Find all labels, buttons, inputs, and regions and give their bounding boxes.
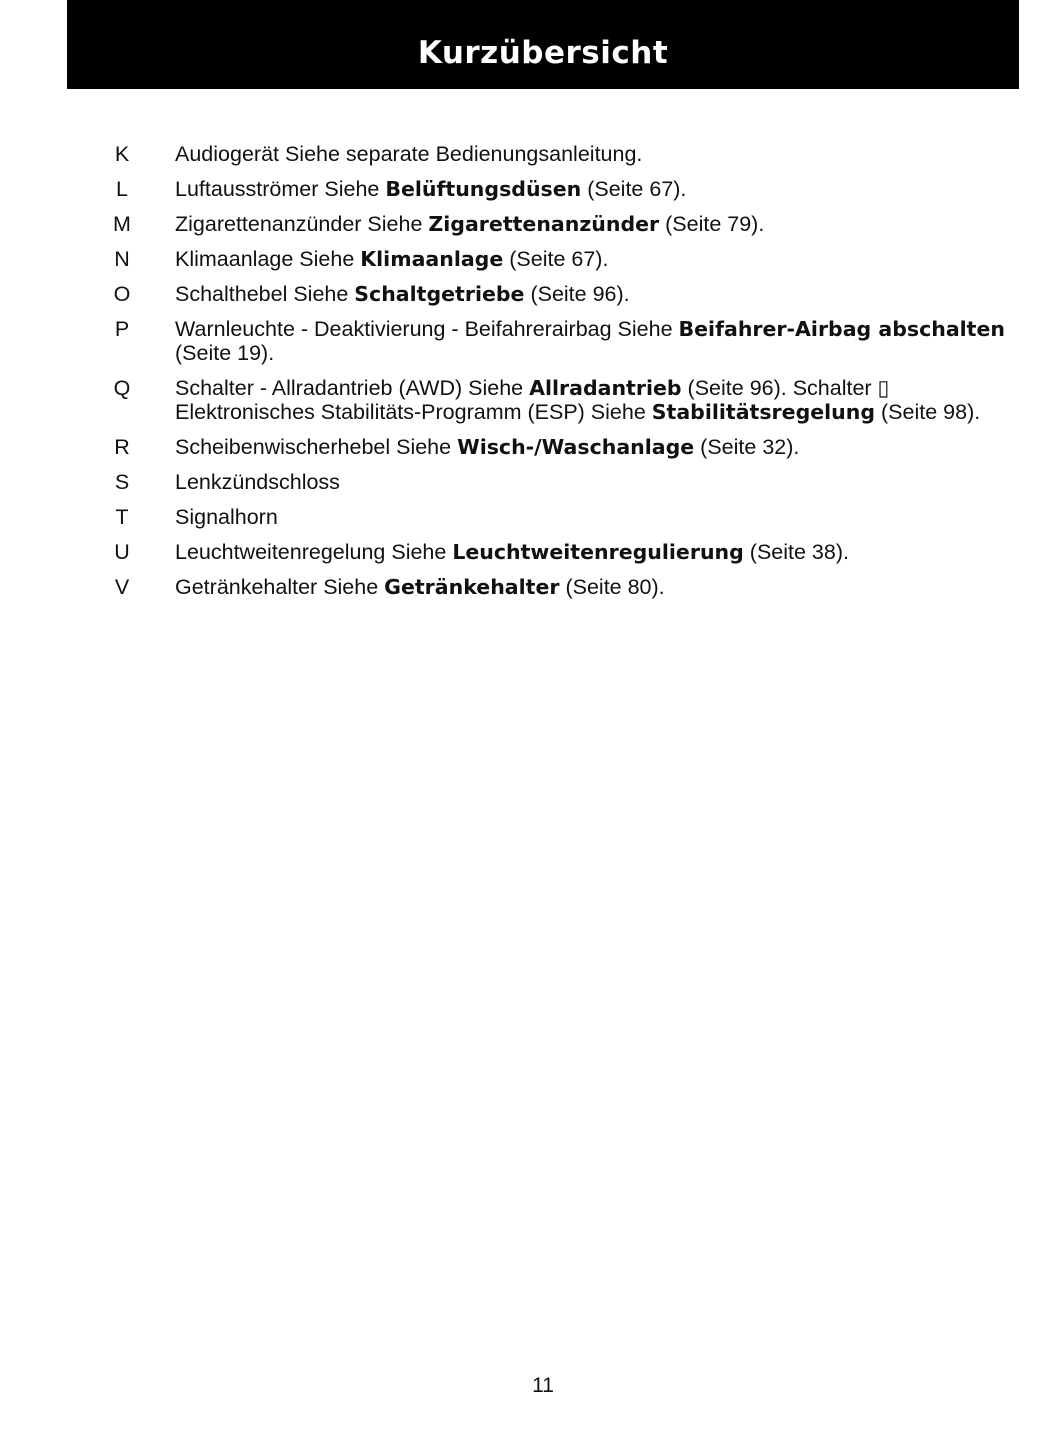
legend-text-segment: Lenkzündschloss: [175, 470, 340, 494]
legend-text-segment: Luftausströmer Siehe: [175, 177, 386, 201]
legend-letter: P: [114, 317, 130, 341]
legend-text: [175, 435, 1011, 459]
legend-item: [0, 177, 1056, 201]
legend-letter: Q: [113, 376, 131, 400]
legend-text: [175, 317, 1011, 365]
legend-text-segment: Schalter - Allradantrieb (AWD) Siehe: [175, 376, 530, 400]
legend-text: [175, 177, 1011, 201]
cross-reference-title: Leuchtweitenregulierung: [452, 540, 744, 564]
legend-text: [175, 470, 1011, 494]
legend-item: [0, 212, 1056, 236]
legend-item: [0, 575, 1056, 599]
legend-letter: S: [114, 470, 130, 494]
legend-text-segment: (Seite 67).: [581, 177, 687, 201]
legend-letter: K: [114, 142, 130, 166]
cross-reference-title: Belüftungsdüsen: [385, 177, 582, 201]
legend-item: [0, 505, 1056, 529]
legend-text-segment: (Seite 98).: [875, 400, 981, 424]
cross-reference-title: Wisch-/Waschanlage: [457, 435, 695, 459]
legend-text-segment: (Seite 67).: [503, 247, 609, 271]
legend-text-segment: Zigarettenanzünder Siehe: [175, 212, 429, 236]
legend-item: [0, 376, 1056, 424]
legend-item: [0, 540, 1056, 564]
header-bar: [67, 0, 1019, 89]
page-number: 11: [532, 1374, 554, 1397]
legend-item: [0, 435, 1056, 459]
legend-text: [175, 376, 1011, 424]
cross-reference-title: Schaltgetriebe: [354, 282, 525, 306]
cross-reference-title: Zigarettenanzünder: [428, 212, 660, 236]
legend-list: [0, 142, 1056, 610]
page-title: Kurzübersicht: [417, 34, 669, 71]
cross-reference-title: Beifahrer-Airbag abschalten: [678, 317, 1005, 341]
legend-letter: V: [114, 575, 130, 599]
legend-letter: T: [115, 505, 129, 529]
cross-reference-title: Getränkehalter: [384, 575, 560, 599]
legend-text-segment: Warnleuchte - Deaktivierung - Beifahrerairbag Siehe: [175, 317, 679, 341]
legend-letter: O: [113, 282, 131, 306]
legend-text: [175, 212, 1011, 236]
legend-text: [175, 505, 1011, 529]
legend-letter: U: [114, 540, 130, 564]
legend-text: [175, 247, 1011, 271]
legend-text: [175, 540, 1011, 564]
legend-text-segment: Klimaanlage Siehe: [175, 247, 361, 271]
legend-item: [0, 247, 1056, 271]
legend-text-segment: Signalhorn: [175, 505, 278, 529]
cross-reference-title: Stabilitätsregelung: [651, 400, 876, 424]
legend-letter: M: [113, 212, 131, 236]
cross-reference-title: Klimaanlage: [360, 247, 504, 271]
legend-text-segment: Schalthebel Siehe: [175, 282, 355, 306]
legend-letter: R: [114, 435, 130, 459]
legend-item: [0, 317, 1056, 365]
legend-text-segment: Scheibenwischerhebel Siehe: [175, 435, 458, 459]
legend-text-segment: (Seite 96).: [524, 282, 630, 306]
legend-text-segment: (Seite 32).: [694, 435, 800, 459]
legend-letter: N: [114, 247, 130, 271]
legend-text-segment: Getränkehalter Siehe: [175, 575, 385, 599]
cross-reference-title: Allradantrieb: [529, 376, 682, 400]
legend-text-segment: (Seite 19).: [175, 341, 275, 365]
legend-letter: L: [116, 177, 128, 201]
legend-text-segment: Leuchtweitenregelung Siehe: [175, 540, 453, 564]
legend-item: [0, 282, 1056, 306]
legend-item: [0, 470, 1056, 494]
legend-text-segment: Audiogerät Siehe separate Bedienungsanleitung.: [175, 142, 643, 166]
legend-item: [0, 142, 1056, 166]
legend-text-segment: (Seite 79).: [659, 212, 765, 236]
legend-text-segment: (Seite 96). Schalter ▯ Elektronisches Stabilitäts-Programm (ESP) Siehe: [175, 376, 890, 424]
legend-text: [175, 575, 1011, 599]
legend-text: [175, 142, 1011, 166]
legend-text-segment: (Seite 38).: [743, 540, 849, 564]
legend-text: [175, 282, 1011, 306]
legend-text-segment: (Seite 80).: [559, 575, 665, 599]
